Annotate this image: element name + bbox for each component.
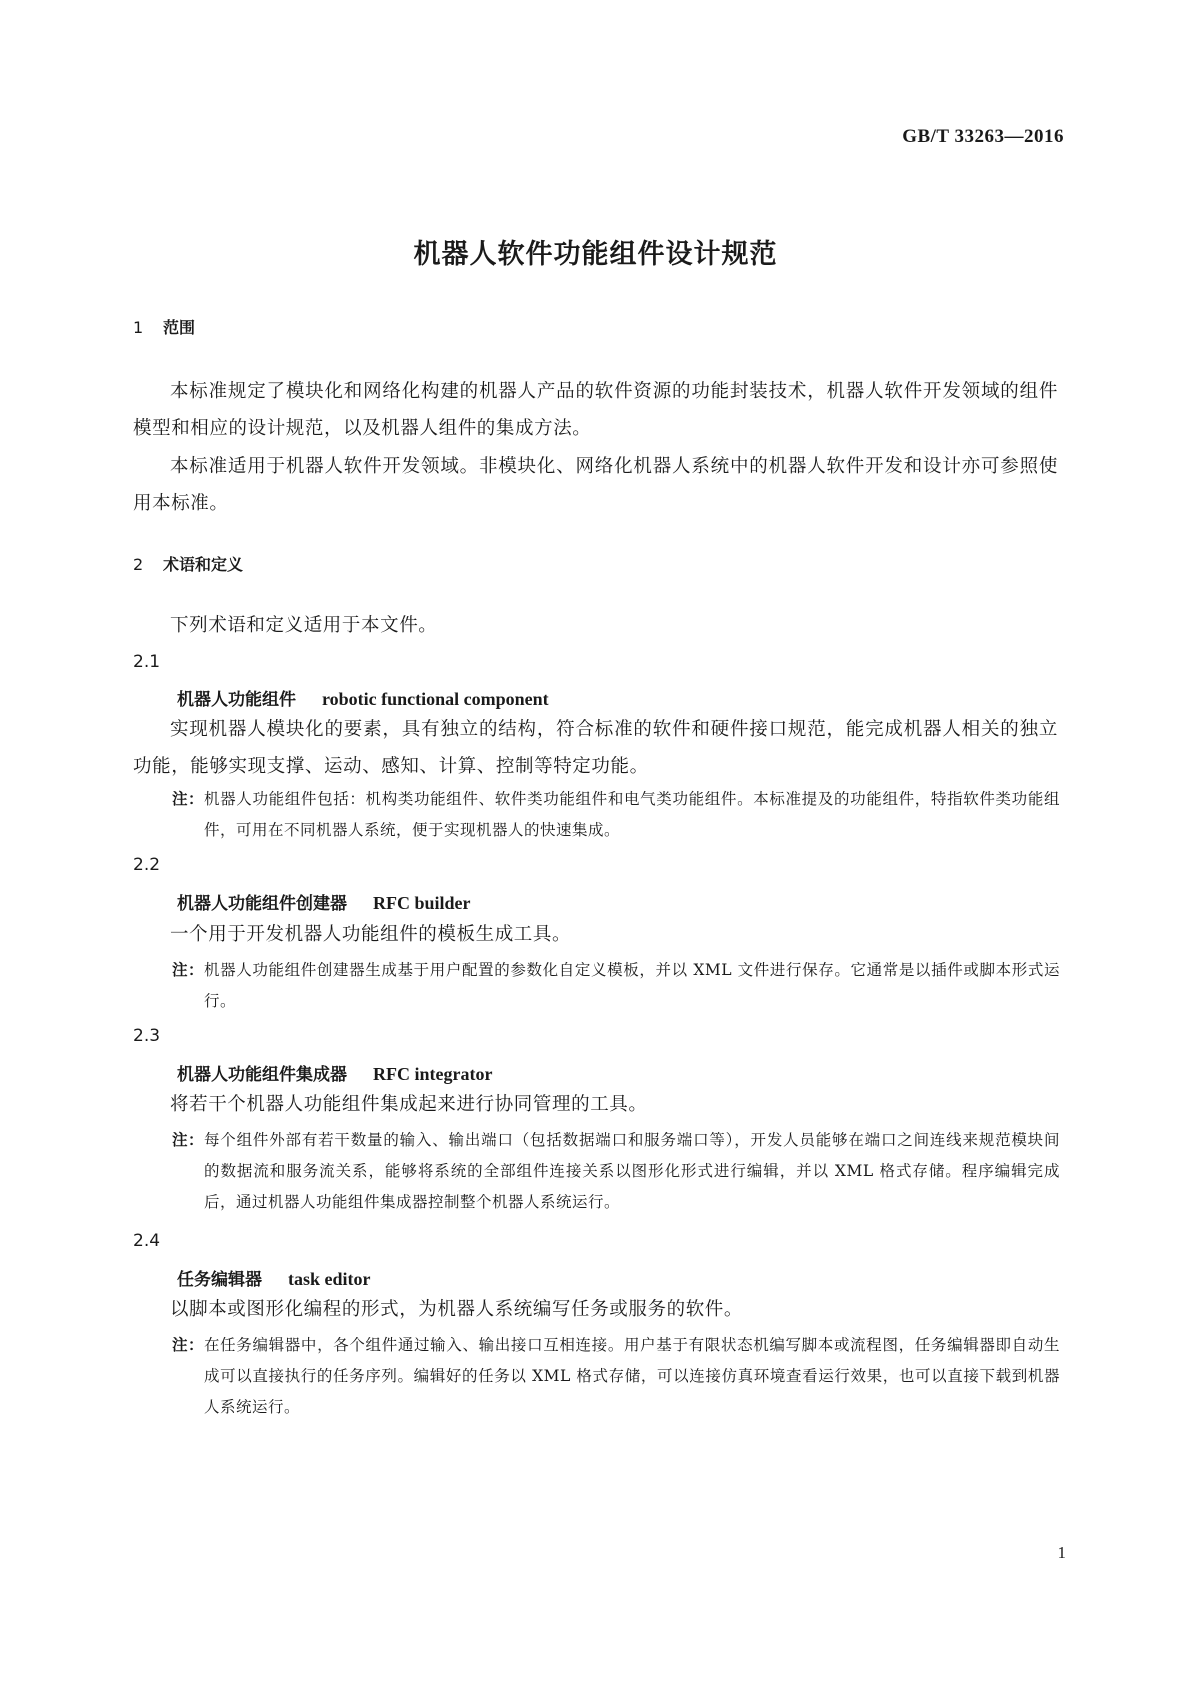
note-text: 每个组件外部有若干数量的输入、输出端口（包括数据端口和服务端口等），开发人员能够在端口之间连线来规范模块间的数据流和服务流关系，能够将系统的全部组件连接关系以图形化形式进行编辑，并以 XML 格式存储。程序编辑完成后，通过机器人功能组件集成器控制整个机器人系统运行。 xyxy=(204,1131,1060,1211)
term-definition: 一个用于开发机器人功能组件的模板生成工具。 xyxy=(170,924,572,945)
term-en: RFC integrator xyxy=(373,1064,493,1084)
note-text: 在任务编辑器中，各个组件通过输入、输出接口互相连接。用户基于有限状态机编写脚本或流程图，任务编辑器即自动生成可以直接执行的任务序列。编辑好的任务以 XML 格式存储，可以连接仿真环境查看运行效果，也可以直接下载到机器人系统运行。 xyxy=(204,1336,1060,1416)
page-number: 1 xyxy=(1057,1543,1066,1562)
section-number: 1 xyxy=(133,318,144,337)
section-title: 术语和定义 xyxy=(163,555,244,574)
term-note xyxy=(172,784,1060,846)
term-note xyxy=(172,1330,1060,1423)
section-title: 范围 xyxy=(163,318,196,337)
scope-paragraph: 本标准适用于机器人软件开发领域。非模块化、网络化机器人系统中的机器人软件开发和设计亦可参照使用本标准。 xyxy=(133,456,1058,514)
document-title: 机器人软件功能组件设计规范 xyxy=(413,239,778,270)
term-en: robotic functional component xyxy=(322,689,549,709)
standard-code: GB/T 33263—2016 xyxy=(902,126,1064,147)
term-definition: 以脚本或图形化编程的形式，为机器人系统编写任务或服务的软件。 xyxy=(170,1299,744,1320)
note-label: 注： xyxy=(172,961,205,979)
section-1-heading xyxy=(133,315,195,338)
term-entry xyxy=(177,1265,371,1290)
section-number: 2 xyxy=(133,555,144,574)
clause-number: 2.2 xyxy=(133,855,161,875)
term-definition: 实现机器人模块化的要素，具有独立的结构，符合标准的软件和硬件接口规范，能完成机器人相关的独立功能，能够实现支撑、运动、感知、计算、控制等特定功能。 xyxy=(133,719,1058,777)
section-2-heading xyxy=(133,552,243,575)
clause-number: 2.4 xyxy=(133,1231,161,1251)
note-text: 机器人功能组件包括：机构类功能组件、软件类功能组件和电气类功能组件。本标准提及的功能组件，特指软件类功能组件，可用在不同机器人系统，便于实现机器人的快速集成。 xyxy=(204,790,1060,839)
clause-number: 2.1 xyxy=(133,652,161,672)
term-definition: 将若干个机器人功能组件集成起来进行协同管理的工具。 xyxy=(170,1094,648,1115)
term-zh: 机器人功能组件创建器 xyxy=(177,894,347,914)
terms-intro: 下列术语和定义适用于本文件。 xyxy=(170,615,438,636)
note-text: 机器人功能组件创建器生成基于用户配置的参数化自定义模板，并以 XML 文件进行保存。它通常是以插件或脚本形式运行。 xyxy=(204,961,1060,1010)
term-entry xyxy=(177,1060,492,1085)
term-note xyxy=(172,1125,1060,1218)
clause-number: 2.3 xyxy=(133,1026,161,1046)
term-entry xyxy=(177,685,549,710)
note-label: 注： xyxy=(172,1131,205,1149)
note-label: 注： xyxy=(172,790,205,808)
term-zh: 任务编辑器 xyxy=(177,1270,262,1290)
term-en: task editor xyxy=(288,1269,371,1289)
note-label: 注： xyxy=(172,1336,205,1354)
term-note xyxy=(172,955,1060,1017)
scope-paragraph: 本标准规定了模块化和网络化构建的机器人产品的软件资源的功能封装技术，机器人软件开发领域的组件模型和相应的设计规范，以及机器人组件的集成方法。 xyxy=(133,381,1058,439)
term-zh: 机器人功能组件集成器 xyxy=(177,1065,347,1085)
term-en: RFC builder xyxy=(373,893,471,913)
term-zh: 机器人功能组件 xyxy=(177,690,296,710)
term-entry xyxy=(177,889,471,914)
